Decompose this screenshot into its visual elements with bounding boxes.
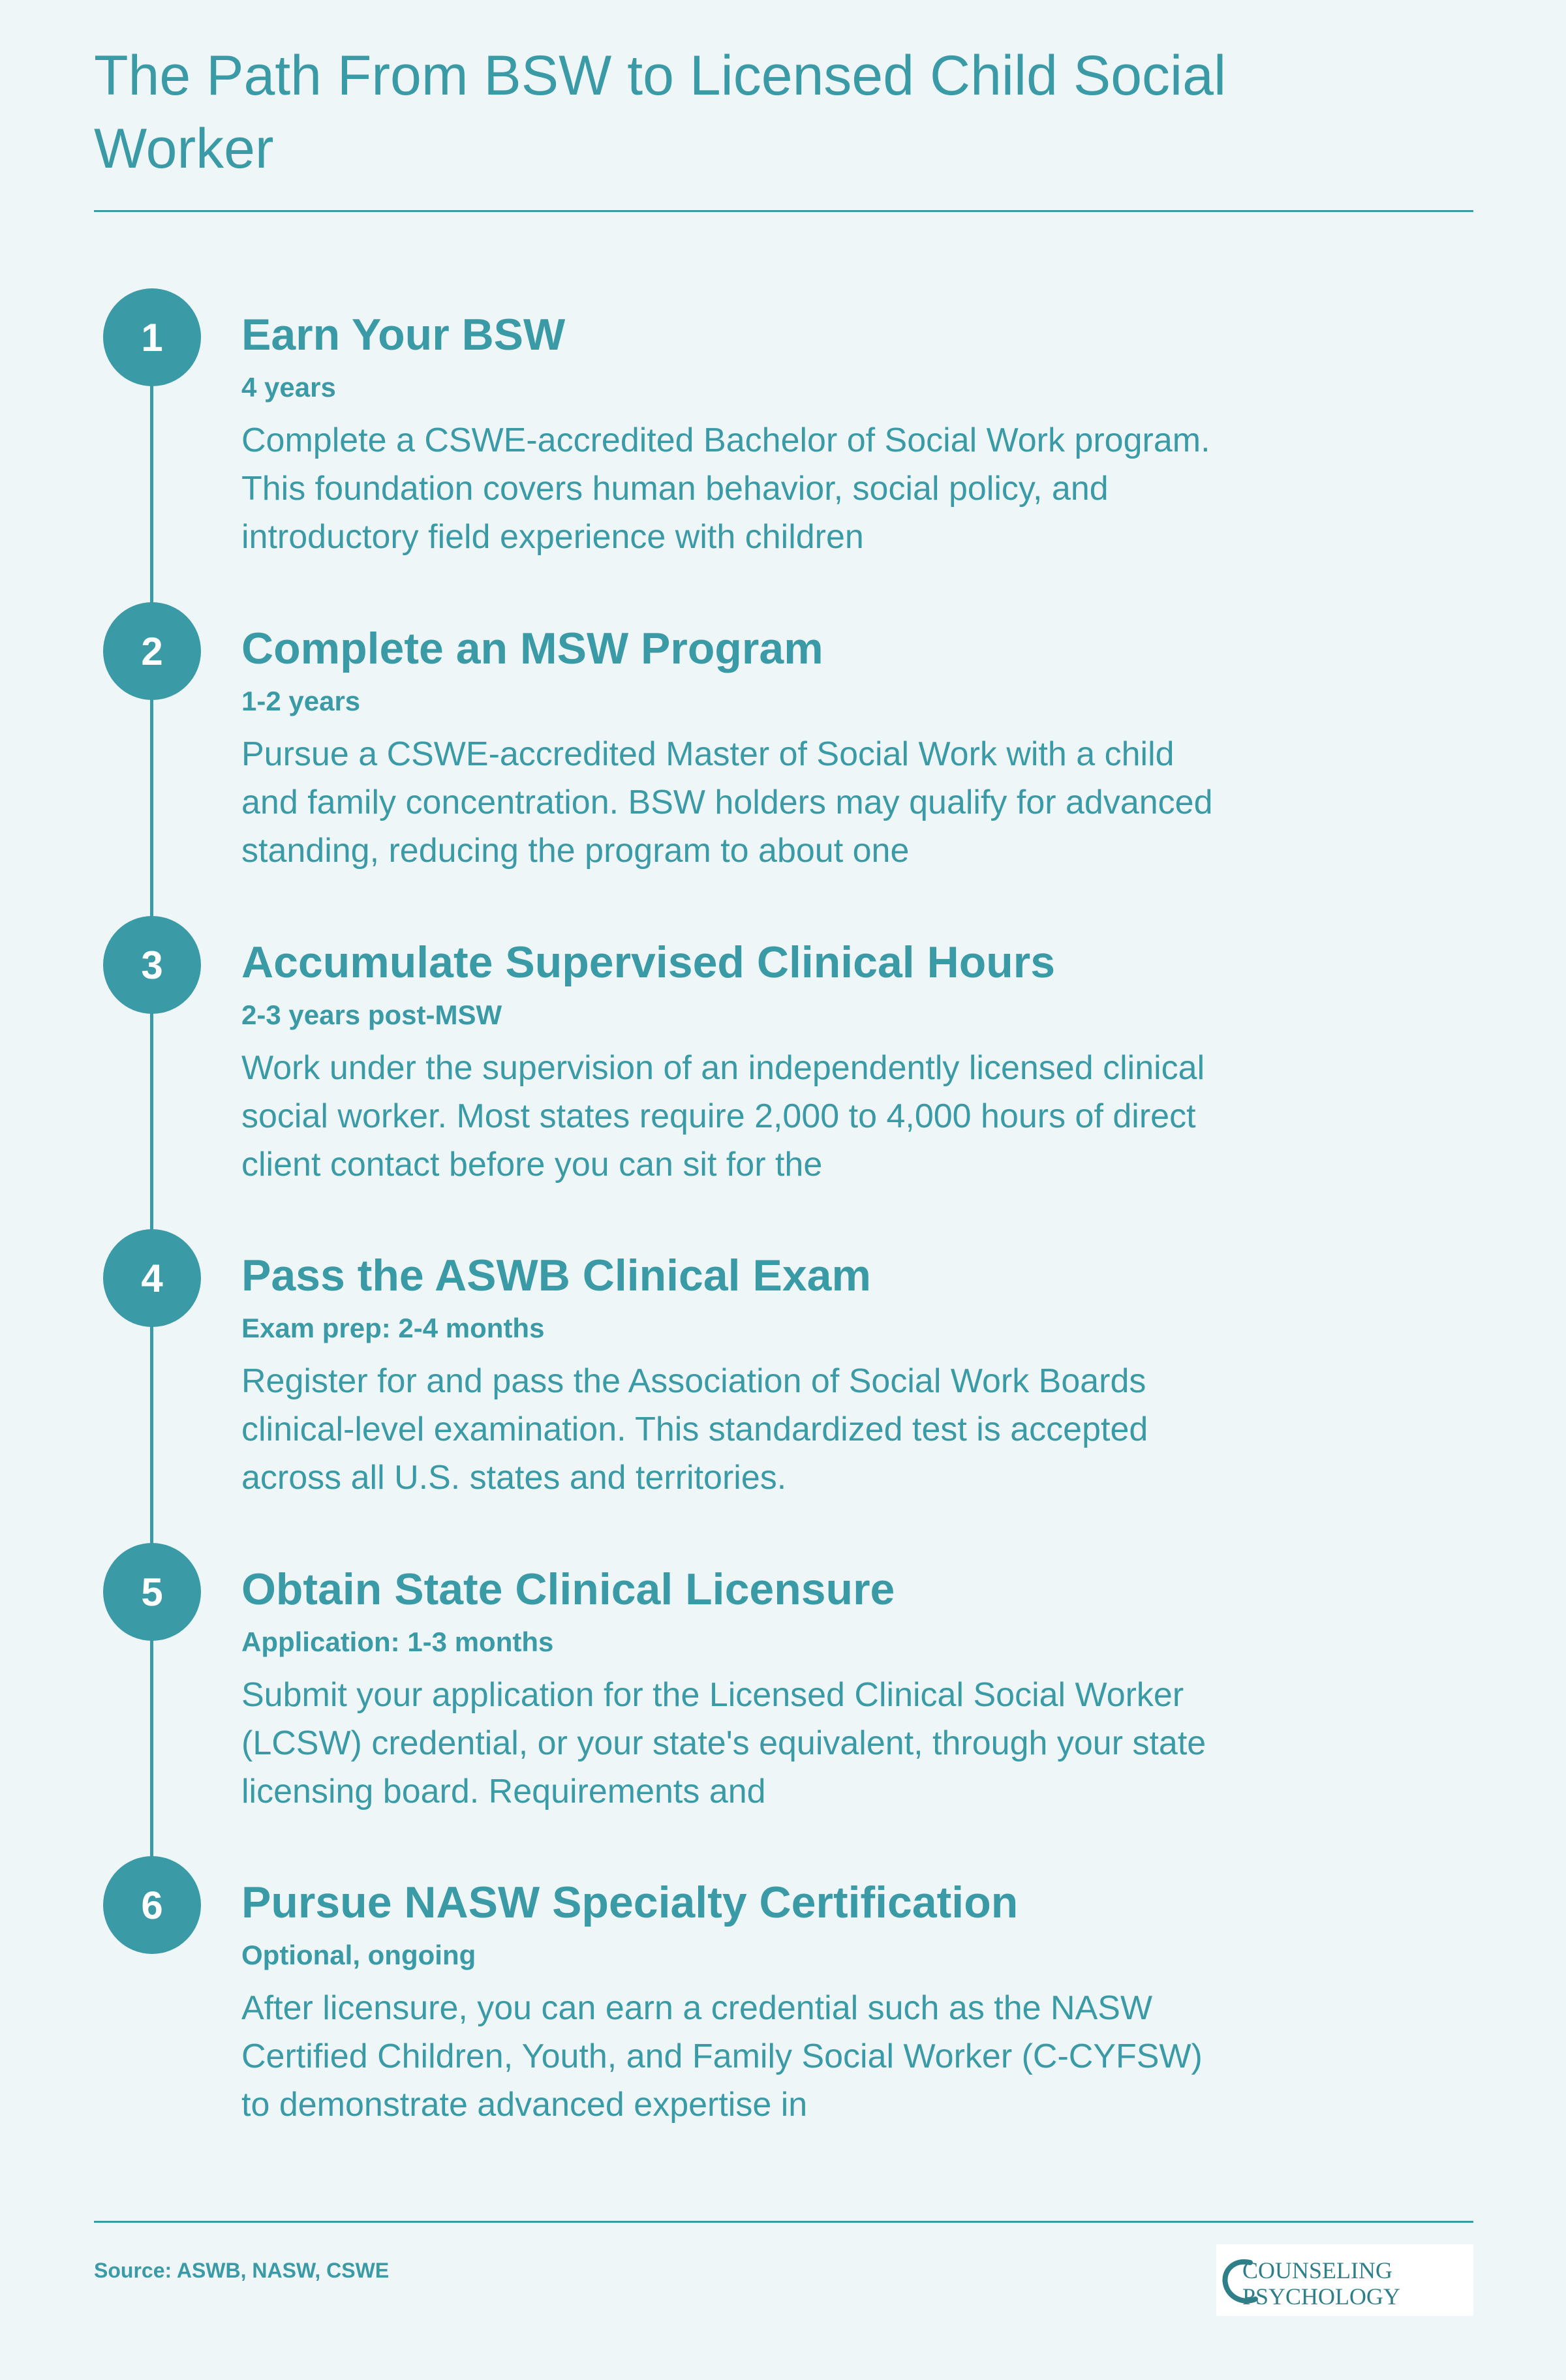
step-description: After licensure, you can earn a credential such as the NASW Certified Children, Youth, and Family Social Worker (C-CYFSW) to demonstrate advanced expertise in [241,1989,1203,2124]
step-title: Obtain State Clinical Licensure [241,1564,895,1614]
step-duration: 1-2 years [241,686,361,716]
step-title: Pursue NASW Specialty Certification [241,1878,1019,1927]
step-duration: Exam prep: 2-4 months [241,1313,545,1343]
step-title: Pass the ASWB Clinical Exam [241,1251,871,1300]
page-title: The Path From BSW to Licensed Child Social Worker [94,44,1227,180]
logo-line-1: COUNSELING [1242,2257,1392,2283]
step-title: Accumulate Supervised Clinical Hours [241,938,1056,987]
logo-line-2: PSYCHOLOGY [1242,2283,1401,2310]
step-duration: 2-3 years post-MSW [241,999,502,1030]
step-number-badge: 2 [103,602,201,700]
step-description: Submit your application for the Licensed Clinical Social Worker (LCSW) credential, or your state's equivalent, through your state licensing board. Requirements and [241,1676,1206,1810]
step-number-badge: 5 [103,1543,201,1641]
step-duration: Application: 1-3 months [241,1626,554,1657]
timeline-connector [150,339,153,1905]
step-description: Pursue a CSWE-accredited Master of Social Work with a child and family concentration. BSW holders may qualify for advanced standing, reducing the program to about one [241,735,1213,870]
step-title: Earn Your BSW [241,310,566,359]
step-description: Register for and pass the Association of Social Work Boards clinical-level examination. This standardized test is accepted across all U.S. states and territories. [241,1362,1148,1497]
step-duration: 4 years [241,372,336,403]
step-title: Complete an MSW Program [241,624,823,673]
step-number-badge: 6 [103,1856,201,1954]
step-description: Work under the supervision of an independently licensed clinical social worker. Most states require 2,000 to 4,000 hours of direct client contact before you can sit for the [241,1049,1205,1183]
source-citation: Source: ASWB, NASW, CSWE [94,2259,390,2282]
step-number-badge: 4 [103,1229,201,1327]
step-description: Complete a CSWE-accredited Bachelor of Social Work program. This foundation covers human behavior, social policy, and introductory field experience with children [241,421,1210,556]
step-number-badge: 3 [103,916,201,1014]
footer-divider [94,2221,1473,2223]
title-divider [94,210,1473,212]
logo-graphic [1216,2244,1473,2316]
step-duration: Optional, ongoing [241,1940,476,1970]
counseling-psychology-logo [1216,2244,1473,2316]
step-number-badge: 1 [103,288,201,386]
